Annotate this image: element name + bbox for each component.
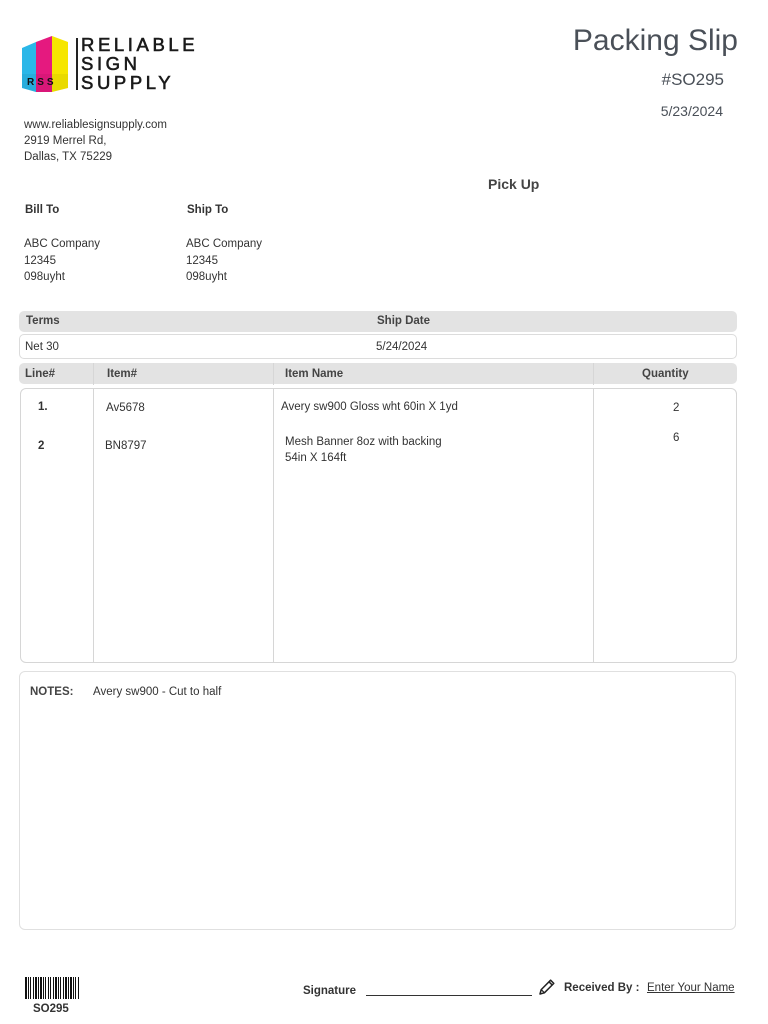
items-header-row [19,363,737,384]
document-number: #SO295 [661,70,724,89]
barcode-stripe [79,977,80,999]
logo-letters: RSS [27,77,57,88]
document-date: 5/23/2024 [660,103,723,119]
logo-divider [76,38,78,90]
row-2-item-name-line1: Mesh Banner 8oz with backing [285,436,442,448]
delivery-method: Pick Up [488,176,540,192]
header-divider [273,363,274,385]
column-divider [93,388,94,663]
terms-value: Net 30 [25,341,59,353]
line-number-header: Line# [25,368,56,380]
row-2-quantity: 6 [673,432,680,444]
received-by-label: Received By : [564,982,640,994]
row-1-item-number: Av5678 [106,402,145,414]
bill-to-line3: 098uyht [24,271,65,283]
items-table-body [20,388,737,663]
header-divider [593,363,594,385]
signature-line[interactable] [366,995,532,996]
bill-to-name: ABC Company [24,238,101,250]
ship-to-address [186,236,262,286]
column-divider [273,388,274,663]
ship-to-line2: 12345 [186,254,218,267]
logo-wordmark [81,35,198,92]
ship-date-header: Ship Date [377,315,431,327]
notes-label: NOTES: [30,686,74,698]
row-2-item-number: BN8797 [105,440,147,452]
terms-header: Terms [26,315,60,327]
quantity-header: Quantity [642,368,689,380]
row-1-item-name: Avery sw900 Gloss wht 60in X 1yd [281,401,458,413]
row-2-item-name [285,434,442,466]
notes-text: Avery sw900 - Cut to half [93,686,222,698]
row-1-quantity: 2 [673,402,680,414]
bill-to-address [24,236,100,286]
item-name-header: Item Name [285,368,344,380]
received-by-name-input[interactable]: Enter Your Name [647,982,735,994]
terms-header-row [19,311,737,332]
company-info [24,117,167,165]
ship-to-line3: 098uyht [186,271,227,283]
item-number-header: Item# [107,368,138,380]
barcode-text: SO295 [33,1003,69,1015]
bill-to-line2: 12345 [24,254,56,267]
company-address-line2: Dallas, TX 75229 [24,151,113,163]
header-divider [93,363,94,385]
ship-date-value: 5/24/2024 [376,341,428,353]
terms-row [19,334,737,359]
column-divider [593,388,594,663]
company-address-line1: 2919 Merrel Rd, [24,135,107,147]
row-2-line-number: 2 [38,440,45,452]
logo-line-1: RELIABLE [81,34,199,55]
notes-box [19,671,736,930]
logo-line-2: SIGN [81,53,141,74]
company-logo [22,34,222,96]
pencil-icon[interactable] [537,977,557,997]
logo-line-3: SUPPLY [81,72,175,93]
barcode-icon [25,977,94,999]
signature-label: Signature [303,985,357,997]
bill-to-label: Bill To [25,204,60,216]
company-website: www.reliablesignsupply.com [24,119,167,131]
ship-to-label: Ship To [187,204,229,216]
row-1-line-number: 1. [38,401,48,413]
ship-to-name: ABC Company [186,238,263,250]
document-title: Packing Slip [572,24,738,57]
row-2-item-name-line2: 54in X 164ft [285,452,347,464]
